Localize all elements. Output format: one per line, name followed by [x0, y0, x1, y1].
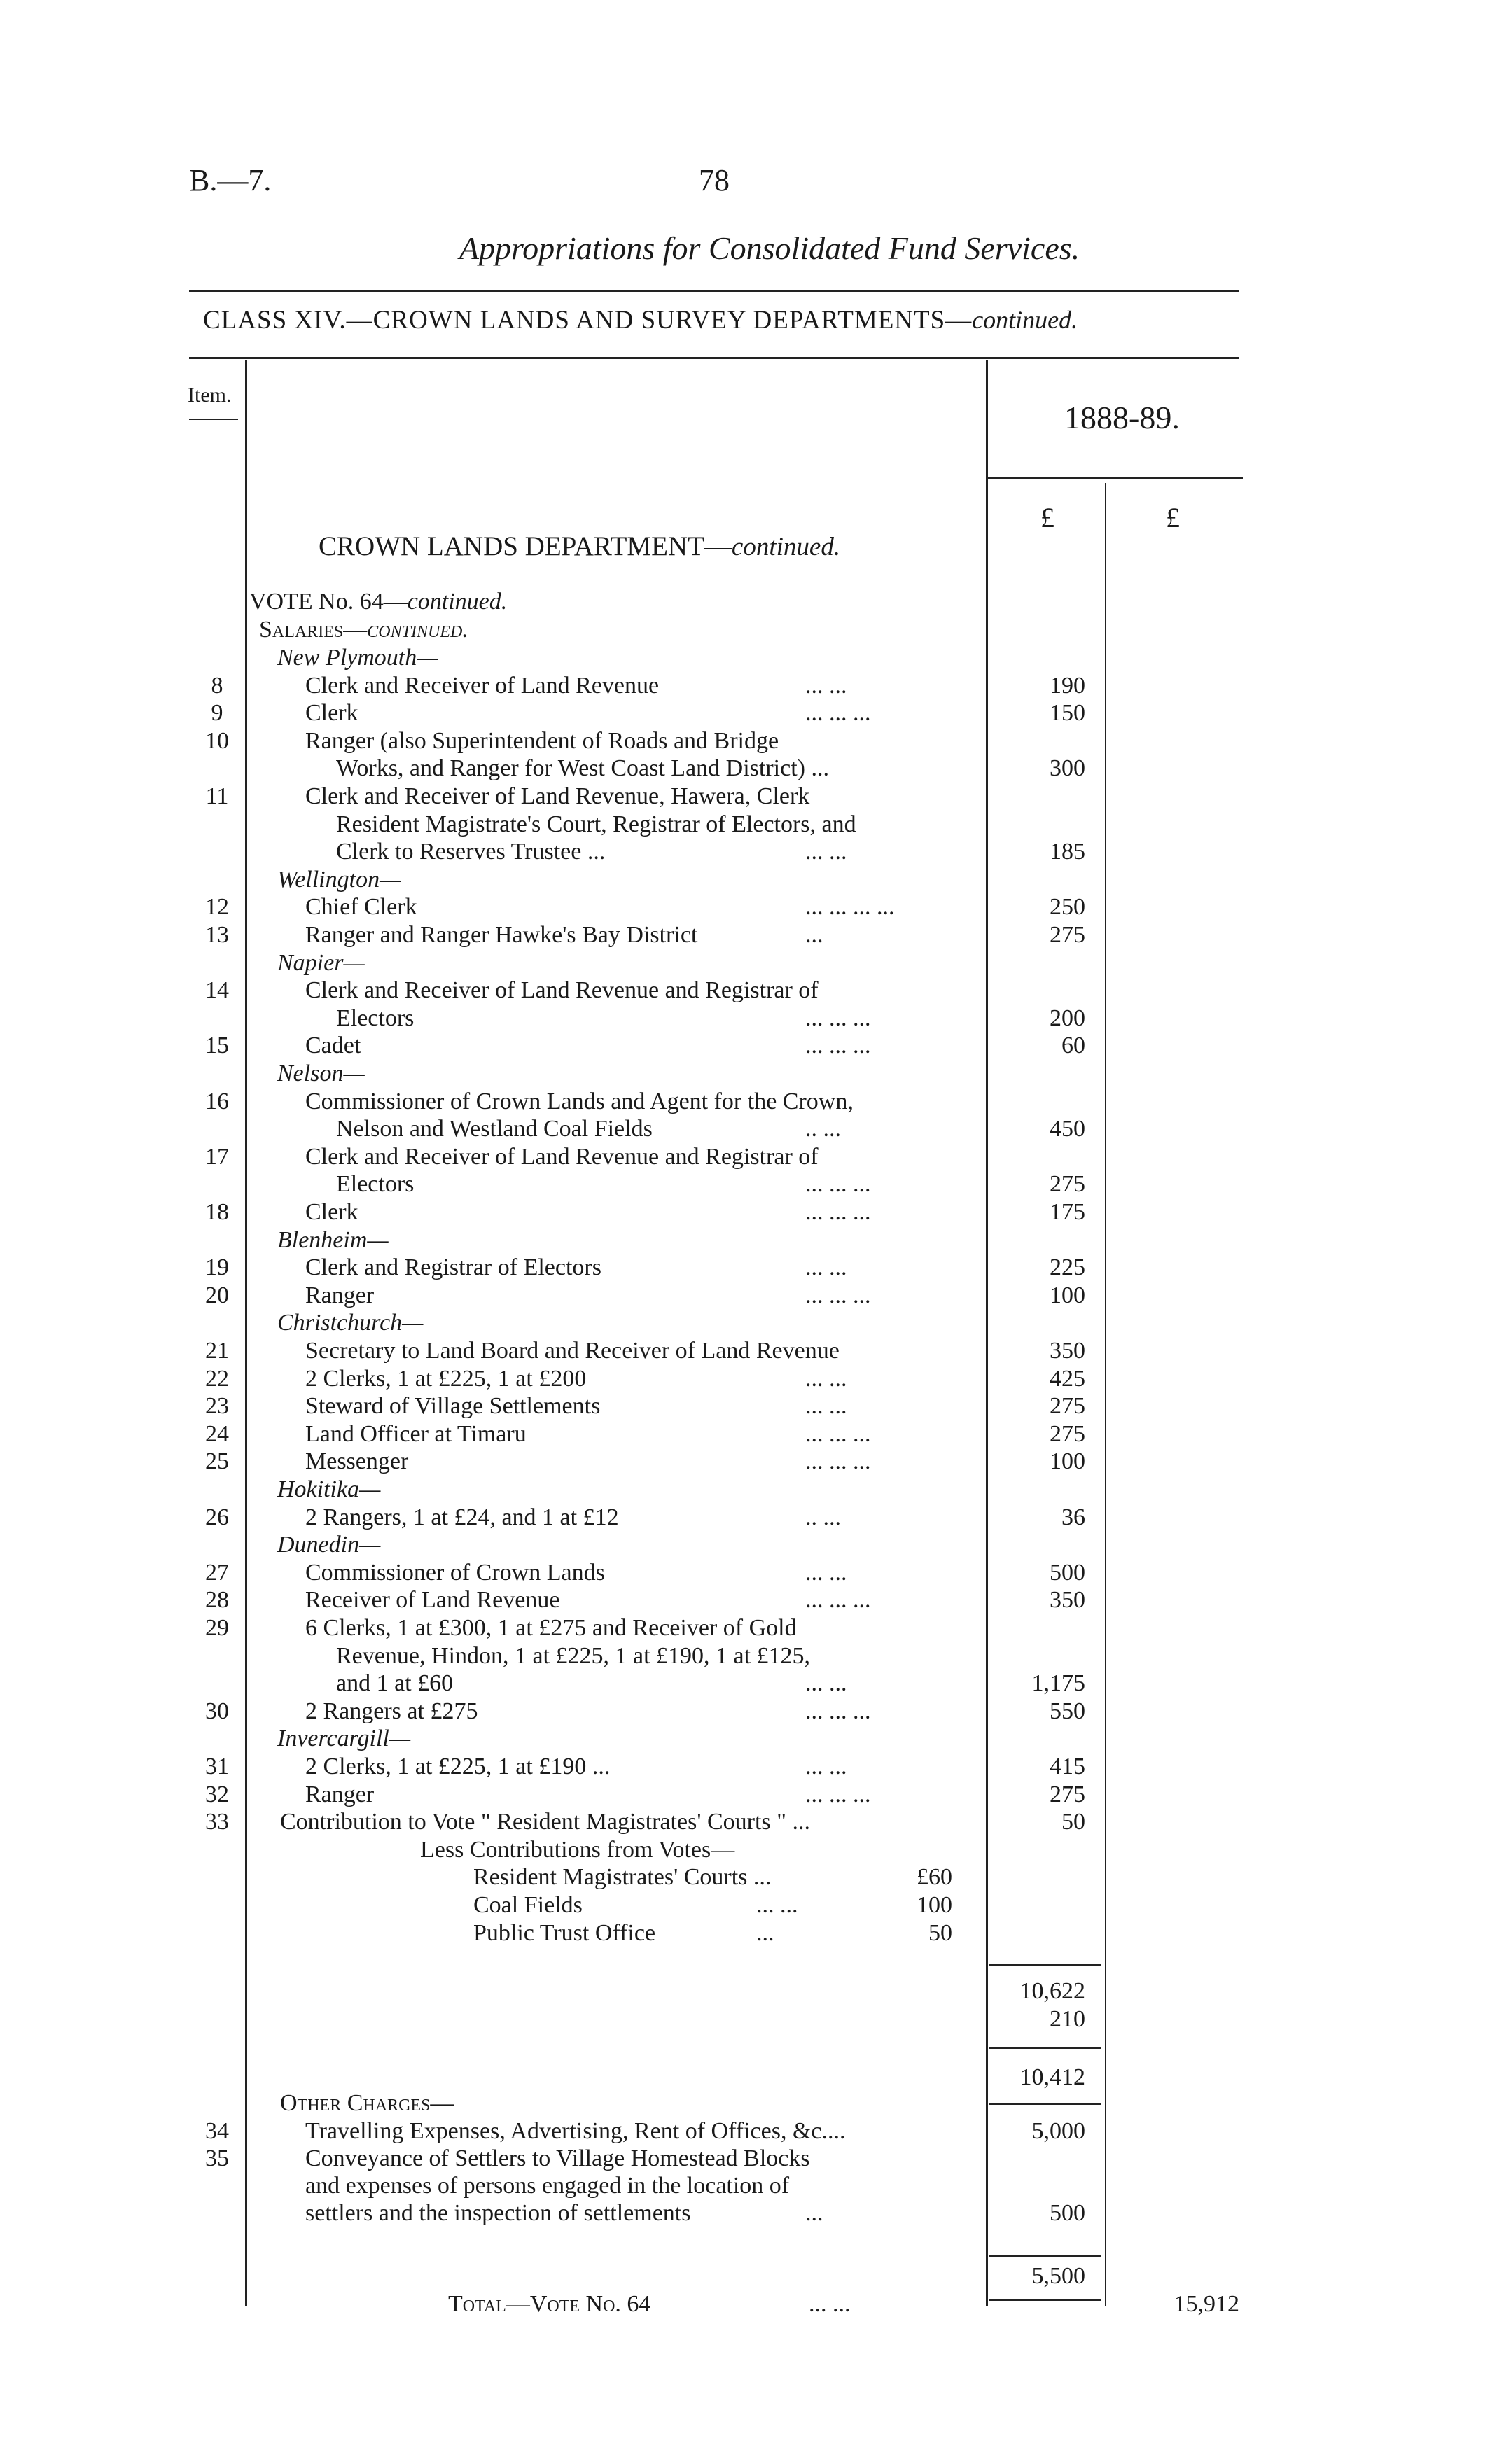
contribution-amount: £60 [917, 1864, 952, 1891]
item-description: Land Officer at Timaru [305, 1420, 527, 1447]
dot-leader: ... ... ... [805, 1420, 871, 1447]
item-row-34 [0, 2118, 1497, 2146]
item-row-35 [0, 2145, 1497, 2173]
item-row-32 [0, 1781, 1497, 1809]
item-amount: 5,000 [1031, 2118, 1085, 2144]
item-number: 8 [211, 672, 223, 699]
item-row-continuation [0, 1004, 1497, 1032]
item-row-continuation [0, 1170, 1497, 1198]
item-description: Resident Magistrates' Courts ... [473, 1864, 772, 1891]
place-heading: Christchurch— [277, 1310, 424, 1336]
salaries-heading: Salaries—continued. [259, 617, 468, 643]
item-row-31 [0, 1753, 1497, 1781]
dot-leader: ... ... ... [805, 1448, 871, 1475]
item-row-continuation [0, 1670, 1497, 1698]
class-title: CLASS XIV.—CROWN LANDS AND SURVEY DEPARTMENTS—continued. [203, 306, 1078, 335]
item-description: and expenses of persons engaged in the location of [305, 2173, 790, 2199]
item-number: 25 [205, 1448, 229, 1475]
other-total-rule [989, 2255, 1101, 2257]
item-amount: 190 [1050, 672, 1085, 699]
subtotal-rule-2 [989, 2047, 1101, 2049]
rule-header [189, 357, 1239, 359]
item-number: 22 [205, 1365, 229, 1392]
page-title: Appropriations for Consolidated Fund Services. [459, 230, 1080, 266]
item-row-continuation [0, 1725, 1497, 1753]
item-description: Commissioner of Crown Lands [305, 1559, 605, 1586]
item-number: 35 [205, 2146, 229, 2171]
item-row-continuation [0, 1919, 1497, 1947]
dot-leader: ... ... ... [805, 1781, 871, 1807]
item-number: 33 [205, 1809, 229, 1835]
dot-leader: ... ... ... [805, 1171, 871, 1198]
item-row-continuation [0, 838, 1497, 866]
item-amount: 415 [1050, 1754, 1085, 1779]
item-row-13 [0, 921, 1497, 949]
place-heading: Wellington— [277, 866, 401, 892]
item-description: Less Contributions from Votes— [420, 1836, 735, 1863]
item-description: Clerk to Reserves Trustee ... [336, 839, 606, 865]
item-number: 16 [205, 1088, 229, 1114]
item-number: 14 [205, 977, 229, 1004]
dot-leader: ... ... ... [805, 1032, 871, 1059]
item-row-continuation [0, 866, 1497, 894]
item-row-10 [0, 727, 1497, 755]
item-description: Clerk and Receiver of Land Revenue and Registrar of [305, 977, 819, 1004]
item-row-continuation [0, 1476, 1497, 1504]
item-description: Conveyance of Settlers to Village Homestead Blocks [305, 2146, 810, 2171]
item-description: Electors [336, 1171, 415, 1198]
item-number: 11 [205, 783, 229, 809]
item-row-22 [0, 1365, 1497, 1393]
item-description: Steward of Village Settlements [305, 1393, 601, 1420]
item-number: 26 [205, 1504, 229, 1530]
department-heading: CROWN LANDS DEPARTMENT—continued. [319, 531, 841, 561]
pound-header-2: £ [1166, 502, 1180, 533]
item-description: Ranger (also Superintendent of Roads and Bridge [305, 727, 779, 754]
subtotal-net: 10,412 [1019, 2064, 1085, 2090]
item-amount: 350 [1050, 1338, 1085, 1364]
subtotal-net-row [0, 2064, 1497, 2092]
place-heading: Hokitika— [277, 1476, 381, 1502]
subtotal-gross-row [0, 1977, 1497, 2005]
item-number: 9 [211, 700, 223, 727]
item-description: Messenger [305, 1448, 409, 1475]
item-description: Works, and Ranger for West Coast Land District) ... [336, 755, 829, 782]
item-number: 19 [205, 1254, 229, 1281]
item-row-continuation [0, 1836, 1497, 1864]
item-amount: 150 [1050, 700, 1085, 727]
dot-leader: ... ... [805, 1559, 847, 1586]
item-row-14 [0, 976, 1497, 1004]
item-description: Revenue, Hindon, 1 at £225, 1 at £190, 1 at £125, [336, 1642, 811, 1669]
item-description: Ranger [305, 1781, 375, 1807]
item-row-continuation [0, 1226, 1497, 1254]
item-amount: 275 [1050, 1781, 1085, 1807]
item-amount: 425 [1050, 1365, 1085, 1392]
item-description: 2 Rangers, 1 at £24, and 1 at £12 [305, 1504, 619, 1530]
item-row-12 [0, 893, 1497, 921]
dot-leader: ... ... [805, 1670, 847, 1697]
item-number: 15 [205, 1032, 229, 1059]
place-heading: Napier— [277, 949, 365, 976]
item-row-33 [0, 1808, 1497, 1836]
item-row-9 [0, 699, 1497, 727]
vote-heading: VOTE No. 64—continued. [249, 589, 508, 615]
item-description: Receiver of Land Revenue [305, 1587, 560, 1614]
contribution-amount: 50 [928, 1919, 952, 1946]
subtotal-less: 210 [1050, 2006, 1085, 2032]
item-description: Secretary to Land Board and Receiver of Land Revenue [305, 1338, 840, 1364]
item-row-16 [0, 1088, 1497, 1116]
item-number: 21 [205, 1338, 229, 1364]
item-description: Clerk and Receiver of Land Revenue and Registrar of [305, 1143, 819, 1170]
dot-leader: ... ... [805, 1365, 847, 1392]
item-amount: 300 [1050, 755, 1085, 782]
item-number: 10 [205, 727, 229, 754]
item-amount: 500 [1050, 2200, 1085, 2226]
item-row-19 [0, 1254, 1497, 1282]
subtotal-gross: 10,622 [1019, 1978, 1085, 2004]
item-description: Clerk and Receiver of Land Revenue [305, 672, 660, 699]
place-heading: Dunedin— [277, 1532, 381, 1558]
dot-leader: ... ... [805, 672, 847, 699]
item-column-header: Item. [188, 384, 232, 407]
item-description: and 1 at £60 [336, 1670, 454, 1697]
subtotal-less-row [0, 2005, 1497, 2033]
place-heading: Invercargill— [277, 1726, 411, 1752]
other-charges-total-row [0, 2262, 1497, 2290]
item-amount: 350 [1050, 1587, 1085, 1614]
item-row-continuation [0, 811, 1497, 839]
item-description: Clerk and Registrar of Electors [305, 1254, 601, 1281]
page-number: 78 [699, 163, 730, 197]
item-number: 13 [205, 922, 229, 948]
item-description: 6 Clerks, 1 at £300, 1 at £275 and Receiver of Gold [305, 1615, 797, 1641]
item-row-24 [0, 1420, 1497, 1448]
item-description: Clerk [305, 700, 358, 727]
item-description: Clerk and Receiver of Land Revenue, Hawera, Clerk [305, 783, 810, 809]
item-row-21 [0, 1337, 1497, 1365]
item-row-continuation [0, 755, 1497, 783]
dot-leader: ... ... ... [805, 1587, 871, 1614]
document-reference: B.—7. [189, 163, 272, 197]
dot-leader: ... ... [805, 1393, 847, 1420]
item-number: 30 [205, 1698, 229, 1724]
item-description: Resident Magistrate's Court, Registrar of Electors, and [336, 811, 856, 837]
item-row-continuation [0, 2199, 1497, 2227]
item-row-28 [0, 1586, 1497, 1614]
grand-total-row: Total—Vote No. 64 ... ... 15,912 [448, 2291, 1239, 2317]
item-number: 23 [205, 1393, 229, 1420]
dot-leader: ... [805, 2200, 823, 2226]
pound-header-1: £ [1040, 502, 1054, 533]
item-amount: 36 [1061, 1504, 1085, 1530]
item-description: 2 Rangers at £275 [305, 1698, 478, 1724]
item-amount: 100 [1050, 1282, 1085, 1308]
place-heading: Blenheim— [277, 1226, 389, 1253]
item-description: Public Trust Office [473, 1919, 656, 1946]
item-number: 24 [205, 1420, 229, 1447]
item-underline [189, 419, 238, 420]
item-description: Ranger [305, 1282, 375, 1308]
dot-leader: ... ... [805, 1754, 847, 1779]
item-description: Nelson and Westland Coal Fields [336, 1116, 653, 1142]
grand-total-amount: 15,912 [1174, 2291, 1239, 2317]
item-number: 28 [205, 1587, 229, 1614]
dot-leader: ... ... [756, 1892, 798, 1918]
item-description: Ranger and Ranger Hawke's Bay District [305, 922, 698, 948]
dot-leader: ... [756, 1919, 774, 1946]
item-description: 2 Clerks, 1 at £225, 1 at £190 ... [305, 1754, 611, 1779]
item-row-continuation [0, 1863, 1497, 1891]
item-amount: 275 [1050, 1171, 1085, 1198]
dot-leader: ... ... ... [805, 1698, 871, 1724]
other-charges-heading: Other Charges— [280, 2090, 454, 2116]
item-amount: 450 [1050, 1116, 1085, 1142]
item-row-continuation [0, 1891, 1497, 1919]
item-number: 34 [205, 2118, 229, 2144]
item-description: Chief Clerk [305, 894, 417, 920]
item-amount: 100 [1050, 1448, 1085, 1475]
item-amount: 250 [1050, 894, 1085, 920]
dot-leader: .. ... [805, 1504, 841, 1530]
item-description: Contribution to Vote " Resident Magistrates' Courts " ... [280, 1809, 810, 1835]
item-number: 29 [205, 1615, 229, 1641]
item-amount: 550 [1050, 1698, 1085, 1724]
item-number: 12 [205, 894, 229, 920]
dot-leader: ... ... ... [805, 1004, 871, 1031]
item-row-25 [0, 1448, 1497, 1476]
item-amount: 275 [1050, 1420, 1085, 1447]
item-row-30 [0, 1698, 1497, 1726]
year-rule [987, 477, 1243, 479]
subtotal-rule-1 [989, 1964, 1101, 1966]
item-row-27 [0, 1559, 1497, 1587]
item-description: Travelling Expenses, Advertising, Rent of Offices, &c.... [305, 2118, 846, 2144]
item-description: settlers and the inspection of settlements [305, 2200, 691, 2226]
item-row-23 [0, 1392, 1497, 1420]
contribution-amount: 100 [917, 1892, 952, 1918]
dot-leader: ... [805, 922, 823, 948]
year-header: 1888-89. [1064, 400, 1180, 435]
item-description: Commissioner of Crown Lands and Agent for the Crown, [305, 1088, 854, 1114]
item-amount: 50 [1061, 1809, 1085, 1835]
dot-leader: ... ... [805, 839, 847, 865]
item-description: 2 Clerks, 1 at £225, 1 at £200 [305, 1365, 587, 1392]
item-row-continuation [0, 1531, 1497, 1559]
item-row-continuation [0, 2172, 1497, 2200]
dot-leader: ... ... ... [805, 1199, 871, 1225]
dot-leader: ... ... ... ... [805, 894, 895, 920]
item-description: Coal Fields [473, 1892, 583, 1918]
place-heading: New Plymouth— [277, 645, 438, 671]
dot-leader: ... ... ... [805, 1282, 871, 1308]
item-amount: 500 [1050, 1559, 1085, 1586]
item-row-continuation [0, 1309, 1497, 1337]
item-row-continuation [0, 1115, 1497, 1143]
item-row-continuation [0, 1642, 1497, 1670]
item-row-continuation [0, 949, 1497, 977]
item-description: Cadet [305, 1032, 361, 1059]
item-amount: 185 [1050, 839, 1085, 865]
rule-top [189, 290, 1239, 292]
item-row-8 [0, 672, 1497, 700]
item-row-20 [0, 1282, 1497, 1310]
item-amount: 60 [1061, 1032, 1085, 1059]
item-row-18 [0, 1198, 1497, 1226]
item-number: 17 [205, 1143, 229, 1170]
item-amount: 200 [1050, 1004, 1085, 1031]
item-description: Clerk [305, 1199, 358, 1225]
item-number: 27 [205, 1559, 229, 1586]
item-amount: 275 [1050, 922, 1085, 948]
item-amount: 225 [1050, 1254, 1085, 1281]
item-row-26 [0, 1504, 1497, 1532]
item-amount: 275 [1050, 1393, 1085, 1420]
item-number: 20 [205, 1282, 229, 1308]
item-number: 31 [205, 1754, 229, 1779]
dot-leader: .. ... [805, 1116, 841, 1142]
item-number: 18 [205, 1199, 229, 1225]
item-row-29 [0, 1614, 1497, 1642]
other-charges-total: 5,500 [1031, 2263, 1085, 2289]
item-amount: 175 [1050, 1199, 1085, 1225]
item-row-continuation [0, 644, 1497, 672]
item-amount: 1,175 [1031, 1670, 1085, 1697]
place-heading: Nelson— [277, 1060, 365, 1086]
item-row-15 [0, 1032, 1497, 1060]
item-row-continuation [0, 1060, 1497, 1088]
dot-leader: ... ... ... [805, 700, 871, 727]
item-row-17 [0, 1143, 1497, 1171]
item-description: Electors [336, 1004, 415, 1031]
item-number: 32 [205, 1781, 229, 1807]
item-row-11 [0, 783, 1497, 811]
dot-leader: ... ... [805, 1254, 847, 1281]
